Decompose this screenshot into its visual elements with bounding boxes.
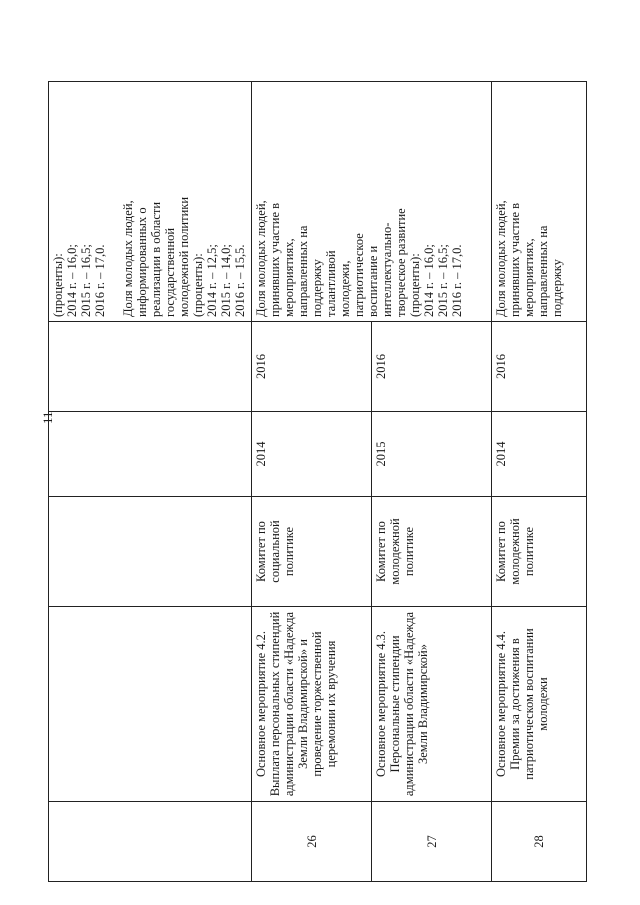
end-year-cell: 2016 [252, 322, 372, 412]
cell-empty [49, 322, 252, 412]
cell-empty [49, 802, 252, 882]
row-number: 27 [372, 802, 492, 882]
table-row [252, 82, 372, 882]
rotated-table-container [48, 82, 568, 882]
end-year-cell: 2016 [372, 322, 492, 412]
start-year-cell: 2015 [372, 412, 492, 497]
table-row [492, 82, 587, 882]
indicator-cell: Доля молодых людей, принявших участие в мероприятиях, направленных на поддержку талантливой молодежи, патриотическое воспитание и интеллектуально- творческое развитие (проценты): 2014 г. – 16,0; 2015 г. – 16,5; 2016 г. – 17,0. [252, 82, 492, 322]
cell-empty [49, 607, 252, 802]
start-year-cell: 2014 [252, 412, 372, 497]
indicator-cell: Доля молодых людей, принявших участие в мероприятиях, направленных на поддержку [492, 82, 587, 322]
indicator-cell: (проценты): 2014 г. – 16,0; 2015 г. – 16,5; 2016 г. – 17,0. Доля молодых людей, информированных о реализации в области государственной молодежной политики (проценты): 2014 г. – 12,5; 2015 г. – 14,0; 2016 г. – 15,5. [49, 82, 252, 322]
executor-cell: Комитет по молодежной политике [372, 497, 492, 607]
page-number: 11 [40, 411, 55, 424]
program-table [48, 81, 587, 882]
cell-empty [49, 412, 252, 497]
row-number: 26 [252, 802, 372, 882]
cell-empty [49, 497, 252, 607]
activity-cell: Основное мероприятие 4.2. Выплата персональных стипендий администрации области «Надежда Земли Владимирской» и проведение торжественной церемонии их вручения [252, 607, 372, 802]
activity-cell: Основное мероприятие 4.3. Персональные стипендии администрации области «Надежда Земли Владимирской» [372, 607, 492, 802]
start-year-cell: 2014 [492, 412, 587, 497]
end-year-cell: 2016 [492, 322, 587, 412]
executor-cell: Комитет по молодежной политике [492, 497, 587, 607]
activity-cell: Основное мероприятие 4.4. Премии за достижения в патриотическом воспитании молодежи [492, 607, 587, 802]
executor-cell: Комитет по социальной политике [252, 497, 372, 607]
row-number: 28 [492, 802, 587, 882]
table-row [49, 82, 252, 882]
